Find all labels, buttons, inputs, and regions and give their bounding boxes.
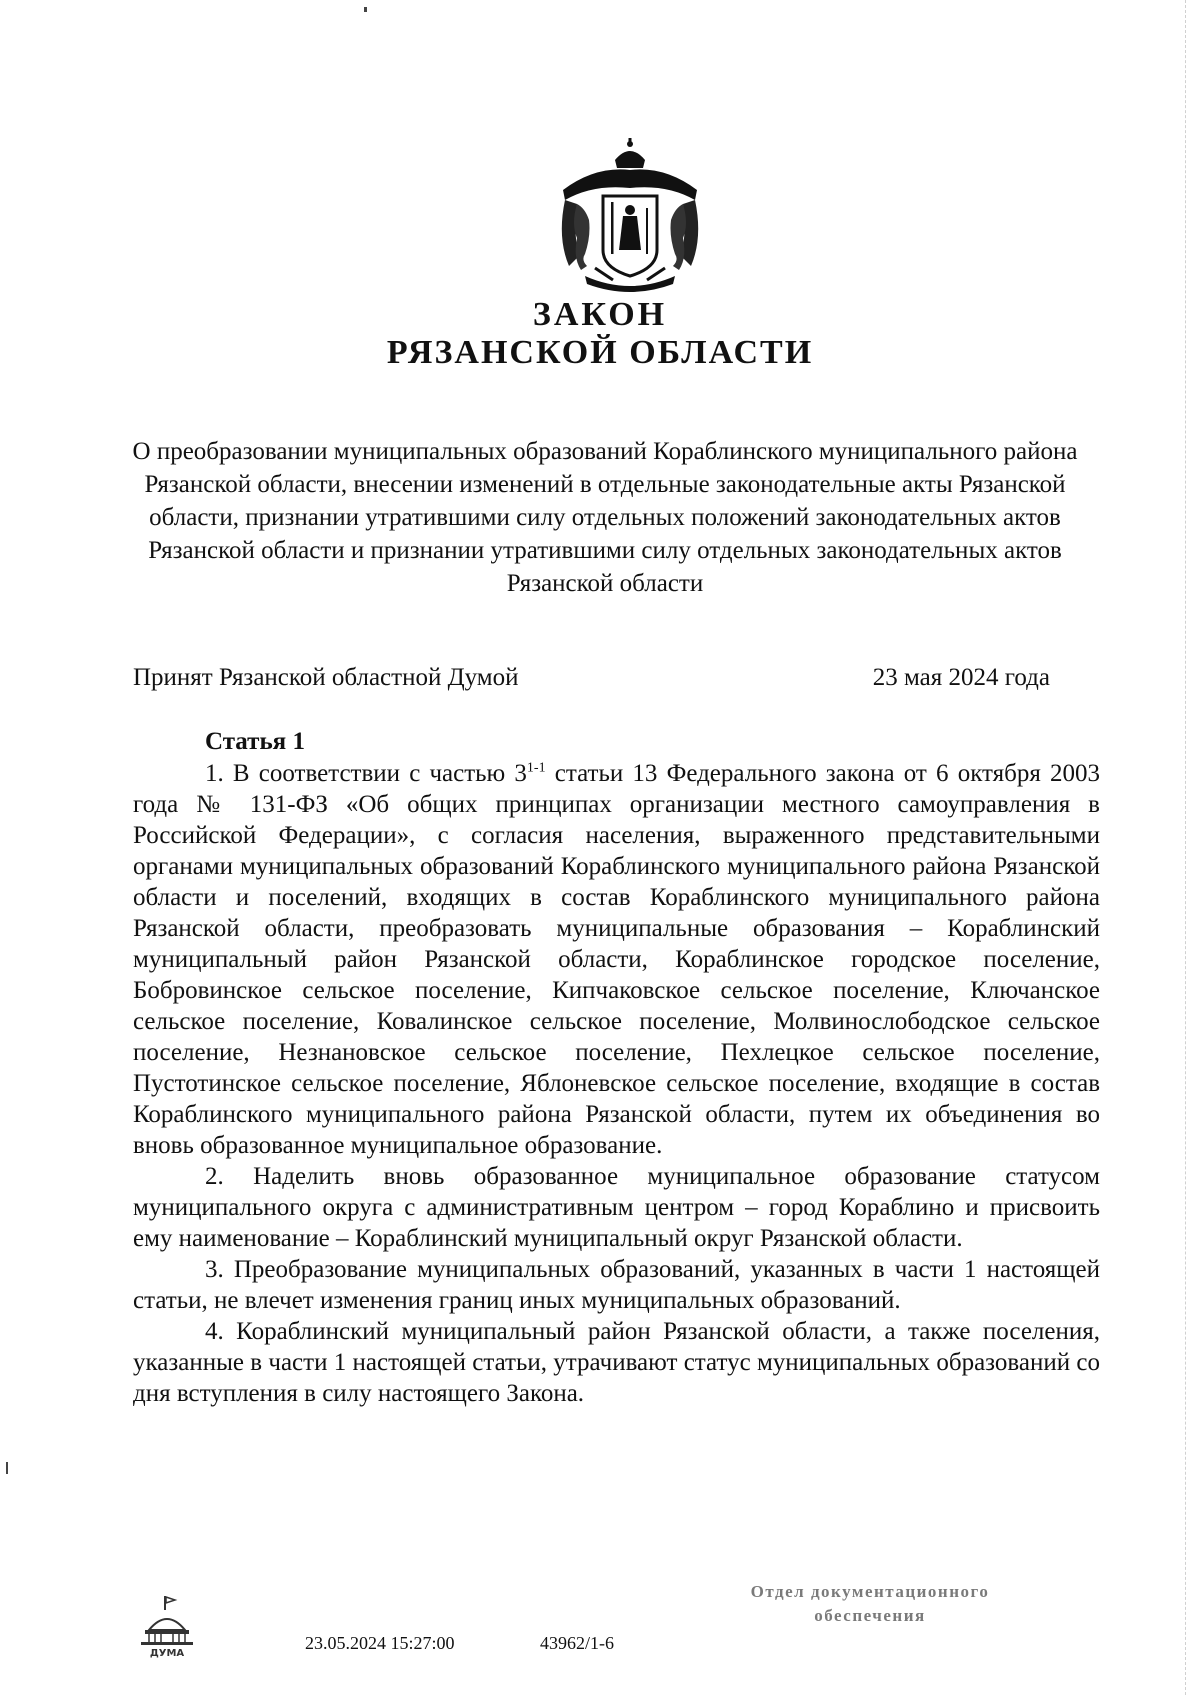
law-region-title: РЯЗАНСКОЙ ОБЛАСТИ	[386, 334, 814, 371]
coat-of-arms-icon	[555, 138, 705, 293]
paragraph-superscript: 1-1	[526, 760, 546, 776]
duma-logo-icon	[137, 1596, 197, 1658]
stamp-line-1: Отдел документационного	[750, 1582, 990, 1601]
duma-logo-text: ДУМА	[149, 1648, 185, 1658]
article-paragraph-1	[133, 758, 1100, 1161]
article-body	[133, 758, 1100, 1409]
article-paragraph-4: 4. Кораблинский муниципальный район Рязанской области, а также поселения, указанные в части 1 настоящей статьи, утрачивают статус муниципальных образований со дня вступления в силу настоящего Закона.	[133, 1318, 1100, 1407]
adoption-date: 23 мая 2024 года	[872, 664, 1050, 691]
paragraph-text: статьи 13 Федерального закона от 6 октября 2003 года № 131-ФЗ «Об общих принципах организации местного самоуправления в Российской Федерации», с согласия населения, выраженного представительными органами муниципальных образований Кораблинского муниципального района Рязанской области и поселений, входящих в состав Кораблинского муниципального района Рязанской области, преобразовать муниципальные образования – Кораблинский муниципальный район Рязанской области, Кораблинское городское поселение, Бобровинское сельское поселение, Кипчаковское сельское поселение, Ключанское сельское поселение, Ковалинское сельское поселение, Молвинослободское сельское поселение, Незнановское сельское поселение, Пехлецкое сельское поселение, Пустотинское сельское поселение, Яблоневское сельское поселение, входящие в состав Кораблинского муниципального района Рязанской области, путем их объединения во вновь образованное муниципальное образование.	[133, 760, 1100, 1159]
registration-number: 43962/1-6	[540, 1633, 614, 1653]
article-paragraph-2: 2. Наделить вновь образованное муниципальное образование статусом муниципального округа с административным центром – город Кораблино и присвоить ему наименование – Кораблинский муниципальный округ Рязанской области.	[133, 1163, 1100, 1252]
law-subject: О преобразовании муниципальных образований Кораблинского муниципального района Рязанской области, внесении изменений в отдельные законодательные акты Рязанской области, признании утратившими силу отдельных положений законодательных актов Рязанской области и признании утратившими силу отдельных законодательных актов Рязанской области	[132, 438, 1078, 597]
registration-timestamp: 23.05.2024 15:27:00	[305, 1633, 455, 1653]
department-stamp	[720, 1580, 1020, 1628]
law-title: ЗАКОН	[532, 296, 668, 333]
article-paragraph-3: 3. Преобразование муниципальных образований, указанных в части 1 настоящей статьи, не влечет изменения границ иных муниципальных образований.	[133, 1256, 1100, 1314]
article-heading: Статья 1	[205, 728, 305, 755]
scan-speck	[364, 7, 367, 12]
paragraph-text: 1. В соответствии с частью 3	[205, 760, 527, 787]
scan-speck	[6, 1462, 8, 1474]
stamp-line-2: обеспечения	[814, 1606, 926, 1625]
scan-edge-margin	[1185, 0, 1200, 1695]
adopted-by: Принят Рязанской областной Думой	[133, 664, 519, 691]
